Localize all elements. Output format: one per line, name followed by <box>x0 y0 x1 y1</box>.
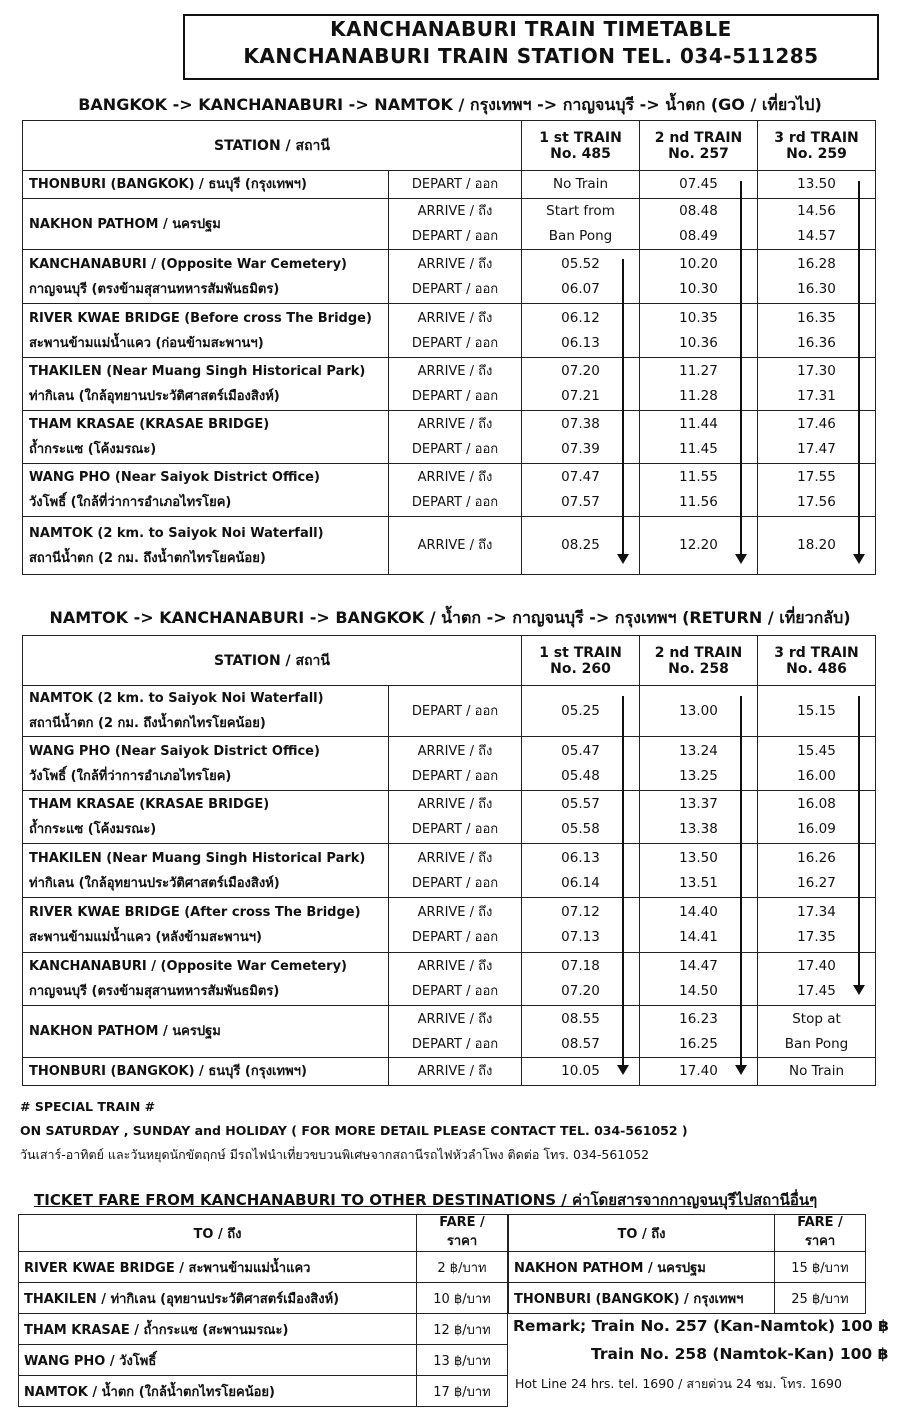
action-label: DEPART / ออก <box>411 930 499 945</box>
timetable-row <box>23 464 876 517</box>
train-order-label: 3 rd TRAIN <box>774 129 859 146</box>
train-column-header <box>758 636 876 686</box>
action-label: DEPART / ออก <box>411 984 499 999</box>
time-value: Start from <box>546 203 615 219</box>
station-name-line: NAKHON PATHOM / นครปฐม <box>29 216 221 232</box>
station-name-line: สถานีน้ำตก (2 กม. ถึงน้ำตกไทรโยคน้อย) <box>29 716 266 731</box>
fare-destination: WANG PHO / วังโพธิ์ <box>19 1345 417 1376</box>
action-label: ARRIVE / ถึง <box>417 470 493 485</box>
station-name <box>23 250 389 304</box>
time-value: 10.05 <box>561 1063 600 1079</box>
arrive-depart-label <box>389 898 522 953</box>
fare-destination: NAKHON PATHOM / นครปฐม <box>509 1252 775 1283</box>
train-time-cell <box>758 1058 876 1086</box>
fare-col-fare: FARE / ราคา <box>417 1215 508 1252</box>
train-column-header <box>640 121 758 171</box>
action-label: ARRIVE / ถึง <box>417 743 493 759</box>
station-name-line: NAKHON PATHOM / นครปฐม <box>29 1024 221 1039</box>
time-value: 07.47 <box>561 469 600 485</box>
timetable-row <box>23 199 876 250</box>
station-name-line: KANCHANABURI / (Opposite War Cemetery) <box>29 959 347 974</box>
action-label: DEPART / ออก <box>411 1036 499 1052</box>
timetable-row <box>23 686 876 737</box>
time-value: 16.35 <box>797 309 836 326</box>
time-value: 06.14 <box>561 874 600 891</box>
direction-arrow-icon <box>858 696 860 987</box>
arrive-depart-label <box>389 1006 522 1058</box>
fare-price: 15 ฿/บาท <box>775 1252 866 1283</box>
fare-header-row <box>509 1215 866 1252</box>
fare-price: 12 ฿/บาท <box>417 1314 508 1345</box>
time-value: 12.20 <box>679 537 718 553</box>
arrive-depart-label <box>389 517 522 575</box>
train-time-cell <box>758 1006 876 1058</box>
station-name-line: วังโพธิ์ (ใกล้ที่ว่าการอำเภอไทรโยค) <box>29 768 232 784</box>
time-value: 10.36 <box>679 334 718 351</box>
time-value: 08.49 <box>679 228 718 244</box>
time-value: 17.40 <box>797 958 836 974</box>
arrive-depart-label <box>389 953 522 1006</box>
fare-row <box>19 1376 508 1407</box>
time-value: 13.50 <box>679 849 718 866</box>
time-value: 17.30 <box>797 363 836 379</box>
direction-arrow-icon <box>622 696 624 1067</box>
time-value: 16.26 <box>797 849 836 866</box>
arrive-depart-label <box>389 199 522 250</box>
station-name <box>23 411 389 464</box>
time-value: 13.25 <box>679 767 718 784</box>
page-title: KANCHANABURI TRAIN TIMETABLE <box>330 17 732 41</box>
station-name <box>23 686 389 737</box>
time-value: 17.31 <box>797 388 836 404</box>
train-order-label: 3 rd TRAIN <box>774 644 859 661</box>
time-value: 14.40 <box>679 904 718 920</box>
station-name-line: ท่ากิเลน (ใกล้อุทยานประวัติศาสตร์เมืองสิงห์) <box>29 389 280 404</box>
remark-train-257: Remark; Train No. 257 (Kan-Namtok) 100 ฿ <box>513 1317 889 1335</box>
fare-destination: RIVER KWAE BRIDGE / สะพานข้ามแม่น้ำแคว <box>19 1252 417 1283</box>
station-name-line: กาญจนบุรี (ตรงข้ามสุสานทหารสัมพันธมิตร) <box>29 281 280 297</box>
arrive-depart-label <box>389 686 522 737</box>
time-value: 10.35 <box>679 309 718 326</box>
train-number-label: No. 486 <box>786 660 847 677</box>
time-value: 17.55 <box>797 469 836 485</box>
station-name-line: THAM KRASAE (KRASAE BRIDGE) <box>29 417 270 432</box>
time-value: 16.08 <box>797 796 836 812</box>
time-value: 08.48 <box>679 203 718 219</box>
go-heading: BANGKOK -> KANCHANABURI -> NAMTOK / กรุงเทพฯ -> กาญจนบุรี -> น้ำตก (GO / เที่ยวไป) <box>78 95 822 114</box>
time-value: 11.28 <box>679 388 718 404</box>
time-value: 14.41 <box>679 929 718 945</box>
train-time-cell <box>522 171 640 199</box>
fare-destination: THAKILEN / ท่ากิเลน (อุทยานประวัติศาสตร์เมืองสิงห์) <box>19 1283 417 1314</box>
arrive-depart-label <box>389 304 522 358</box>
time-value: 08.57 <box>561 1035 600 1052</box>
fare-remarks <box>513 1312 889 1368</box>
action-label: DEPART / ออก <box>411 229 499 244</box>
train-order-label: 1 st TRAIN <box>539 644 622 661</box>
go-timetable <box>22 120 876 575</box>
time-value: Stop at <box>792 1010 841 1027</box>
time-value: 15.15 <box>797 702 836 719</box>
timetable-row <box>23 358 876 411</box>
time-value: 07.38 <box>561 416 600 432</box>
timetable-row <box>23 737 876 791</box>
station-name-line: THAKILEN (Near Muang Singh Historical Park) <box>29 364 366 379</box>
timetable-header-row <box>23 636 876 686</box>
timetable-row <box>23 898 876 953</box>
action-label: DEPART / ออก <box>411 177 499 192</box>
station-name <box>23 1006 389 1058</box>
timetable-row <box>23 844 876 898</box>
action-label: ARRIVE / ถึง <box>417 905 493 920</box>
timetable-row <box>23 411 876 464</box>
time-value: 17.46 <box>797 416 836 432</box>
time-value: 10.30 <box>679 280 718 297</box>
station-name-line: สถานีน้ำตก (2 กม. ถึงน้ำตกไทรโยคน้อย) <box>29 550 266 566</box>
train-order-label: 2 nd TRAIN <box>654 644 743 661</box>
timetable-row <box>23 1058 876 1086</box>
arrive-depart-label <box>389 1058 522 1086</box>
train-column-header <box>522 636 640 686</box>
direction-arrow-icon <box>740 696 742 1067</box>
train-number-label: No. 259 <box>786 145 847 162</box>
fare-row <box>19 1283 508 1314</box>
station-name-line: RIVER KWAE BRIDGE (Before cross The Bridge) <box>29 310 372 326</box>
time-value: 11.56 <box>679 494 718 510</box>
return-heading: NAMTOK -> KANCHANABURI -> BANGKOK / น้ำตก -> กาญจนบุรี -> กรุงเทพฯ (RETURN / เที่ยวกลับ) <box>49 608 851 627</box>
time-value: 14.47 <box>679 958 718 974</box>
fare-table-right <box>508 1214 866 1314</box>
fare-price: 10 ฿/บาท <box>417 1283 508 1314</box>
time-value: 06.07 <box>561 280 600 297</box>
action-label: ARRIVE / ถึง <box>417 204 493 219</box>
station-name-line: WANG PHO (Near Saiyok District Office) <box>29 470 320 485</box>
arrive-depart-label <box>389 411 522 464</box>
arrive-depart-label <box>389 844 522 898</box>
action-label: DEPART / ออก <box>411 335 499 351</box>
fare-col-to: TO / ถึง <box>19 1215 417 1252</box>
special-train-title: # SPECIAL TRAIN # <box>20 1099 156 1114</box>
fare-row <box>19 1314 508 1345</box>
time-value: 16.28 <box>797 255 836 272</box>
action-label: ARRIVE / ถึง <box>417 364 493 379</box>
station-name-line: RIVER KWAE BRIDGE (After cross The Bridge) <box>29 905 361 920</box>
time-value: 06.13 <box>561 849 600 866</box>
fare-row <box>19 1345 508 1376</box>
time-value: 17.47 <box>797 441 836 457</box>
timetable-title-box <box>183 14 879 80</box>
time-value: No Train <box>788 1063 845 1079</box>
time-value: 11.55 <box>679 469 718 485</box>
time-value: 17.45 <box>797 983 836 999</box>
train-column-header <box>758 121 876 171</box>
station-name-line: ท่ากิเลน (ใกล้อุทยานประวัติศาสตร์เมืองสิงห์) <box>29 875 280 891</box>
action-label: ARRIVE / ถึง <box>417 850 493 866</box>
arrive-depart-label <box>389 464 522 517</box>
time-value: 11.45 <box>679 441 718 457</box>
action-label: ARRIVE / ถึง <box>417 417 493 432</box>
action-label: ARRIVE / ถึง <box>417 959 493 974</box>
time-value: 07.12 <box>561 904 600 920</box>
timetable-row <box>23 250 876 304</box>
action-label: DEPART / ออก <box>411 442 499 457</box>
fare-destination: THONBURI (BANGKOK) / กรุงเทพฯ <box>509 1283 775 1314</box>
arrive-depart-label <box>389 171 522 199</box>
timetable-row <box>23 304 876 358</box>
station-name <box>23 737 389 791</box>
arrive-depart-label <box>389 358 522 411</box>
page-subtitle: KANCHANABURI TRAIN STATION TEL. 034-511285 <box>243 44 819 68</box>
station-name <box>23 898 389 953</box>
action-label: ARRIVE / ถึง <box>417 1011 493 1027</box>
timetable-row <box>23 517 876 575</box>
timetable-row <box>23 791 876 844</box>
action-label: ARRIVE / ถึง <box>417 310 493 326</box>
fare-price: 17 ฿/บาท <box>417 1376 508 1407</box>
direction-arrow-icon <box>858 181 860 556</box>
fare-heading: TICKET FARE FROM KANCHANABURI TO OTHER DESTINATIONS / ค่าโดยสารจากกาญจนบุรีไปสถานีอื่นๆ <box>34 1191 818 1209</box>
action-label: DEPART / ออก <box>411 495 499 510</box>
time-value: 17.34 <box>797 904 836 920</box>
time-value: 06.13 <box>561 334 600 351</box>
time-value: 13.00 <box>679 702 718 719</box>
time-value: 07.20 <box>561 363 600 379</box>
train-number-label: No. 260 <box>550 660 611 677</box>
time-value: 08.25 <box>561 537 600 553</box>
action-label: DEPART / ออก <box>411 389 499 404</box>
station-name-line: THAM KRASAE (KRASAE BRIDGE) <box>29 797 270 812</box>
time-value: 18.20 <box>797 537 836 553</box>
time-value: 17.35 <box>797 929 836 945</box>
station-name <box>23 464 389 517</box>
station-name-line: ถ้ำกระแซ (โค้งมรณะ) <box>29 442 157 457</box>
action-label: ARRIVE / ถึง <box>417 1064 493 1079</box>
time-value: 05.25 <box>561 702 600 719</box>
fare-row <box>509 1252 866 1283</box>
time-value: 13.24 <box>679 742 718 759</box>
fare-destination: NAMTOK / น้ำตก (ใกล้น้ำตกไทรโยคน้อย) <box>19 1376 417 1407</box>
time-value: Ban Pong <box>548 228 613 244</box>
time-value: 14.57 <box>797 228 836 244</box>
train-order-label: 1 st TRAIN <box>539 129 622 146</box>
station-name-line: THONBURI (BANGKOK) / ธนบุรี (กรุงเทพฯ) <box>29 1064 307 1079</box>
time-value: 16.36 <box>797 334 836 351</box>
time-value: 16.00 <box>797 767 836 784</box>
time-value: 13.38 <box>679 821 718 837</box>
time-value: 11.27 <box>679 363 718 379</box>
arrive-depart-label <box>389 791 522 844</box>
train-number-label: No. 257 <box>668 145 729 162</box>
train-number-label: No. 258 <box>668 660 729 677</box>
station-name-line: วังโพธิ์ (ใกล้ที่ว่าการอำเภอไทรโยค) <box>29 495 232 510</box>
fare-row <box>19 1252 508 1283</box>
time-value: 05.48 <box>561 767 600 784</box>
station-name-line: สะพานข้ามแม่น้ำแคว (หลังข้ามสะพานฯ) <box>29 930 262 945</box>
remark-train-258: Train No. 258 (Namtok-Kan) 100 ฿ <box>591 1345 889 1363</box>
special-train-note-en: ON SATURDAY , SUNDAY and HOLIDAY ( FOR MORE DETAIL PLEASE CONTACT TEL. 034-561052 ) <box>20 1123 688 1138</box>
fare-col-fare: FARE / ราคา <box>775 1215 866 1252</box>
time-value: 07.20 <box>561 983 600 999</box>
station-name-line: ถ้ำกระแซ (โค้งมรณะ) <box>29 822 157 837</box>
station-name <box>23 304 389 358</box>
time-value: 10.20 <box>679 255 718 272</box>
return-timetable <box>22 635 876 1086</box>
time-value: 13.37 <box>679 796 718 812</box>
time-value: 08.55 <box>561 1010 600 1027</box>
time-value: 14.56 <box>797 203 836 219</box>
timetable-header-row <box>23 121 876 171</box>
station-name-line: KANCHANABURI / (Opposite War Cemetery) <box>29 256 347 272</box>
station-name-line: NAMTOK (2 km. to Saiyok Noi Waterfall) <box>29 525 324 541</box>
time-value: 11.44 <box>679 416 718 432</box>
station-name <box>23 791 389 844</box>
time-value: 07.39 <box>561 441 600 457</box>
station-name <box>23 953 389 1006</box>
time-value: 05.58 <box>561 821 600 837</box>
fare-price: 2 ฿/บาท <box>417 1252 508 1283</box>
train-order-label: 2 nd TRAIN <box>654 129 743 146</box>
time-value: 06.12 <box>561 309 600 326</box>
time-value: 13.50 <box>797 176 836 192</box>
time-value: 16.30 <box>797 280 836 297</box>
station-name <box>23 517 389 575</box>
train-column-header <box>522 121 640 171</box>
timetable-row <box>23 953 876 1006</box>
action-label: DEPART / ออก <box>411 281 499 297</box>
station-name-line: NAMTOK (2 km. to Saiyok Noi Waterfall) <box>29 691 324 706</box>
fare-table-left <box>18 1214 508 1407</box>
time-value: 07.45 <box>679 176 718 192</box>
special-train-note-th: วันเสาร์-อาทิตย์ และวันหยุดนักขัตฤกษ์ มีรถไฟนำเที่ยวขบวนพิเศษจากสถานีรถไฟหัวลำโพง ติดต่อ โทร. 034-561052 <box>20 1147 650 1162</box>
timetable-row <box>23 1006 876 1058</box>
action-label: ARRIVE / ถึง <box>417 538 493 553</box>
time-value: 15.45 <box>797 742 836 759</box>
time-value: 16.23 <box>679 1010 718 1027</box>
station-name-line: สะพานข้ามแม่น้ำแคว (ก่อนข้ามสะพานฯ) <box>29 335 264 351</box>
time-value: 17.40 <box>679 1063 718 1079</box>
station-name-line: กาญจนบุรี (ตรงข้ามสุสานทหารสัมพันธมิตร) <box>29 984 280 999</box>
time-value: 13.51 <box>679 874 718 891</box>
time-value: 16.25 <box>679 1035 718 1052</box>
time-value: 05.57 <box>561 796 600 812</box>
arrive-depart-label <box>389 737 522 791</box>
time-value: 05.52 <box>561 255 600 272</box>
time-value: 07.57 <box>561 494 600 510</box>
action-label: DEPART / ออก <box>411 703 499 719</box>
fare-destination: THAM KRASAE / ถ้ำกระแซ (สะพานมรณะ) <box>19 1314 417 1345</box>
station-name <box>23 1058 389 1086</box>
train-number-label: No. 485 <box>550 145 611 162</box>
station-name <box>23 199 389 250</box>
hotline-text: Hot Line 24 hrs. tel. 1690 / สายด่วน 24 ชม. โทร. 1690 <box>515 1376 842 1391</box>
action-label: ARRIVE / ถึง <box>417 797 493 812</box>
action-label: DEPART / ออก <box>411 822 499 837</box>
fare-price: 25 ฿/บาท <box>775 1283 866 1314</box>
time-value: 17.56 <box>797 494 836 510</box>
time-value: 16.27 <box>797 874 836 891</box>
direction-arrow-icon <box>622 259 624 556</box>
time-value: 07.13 <box>561 929 600 945</box>
time-value: Ban Pong <box>784 1035 849 1052</box>
station-name <box>23 844 389 898</box>
station-name <box>23 171 389 199</box>
arrive-depart-label <box>389 250 522 304</box>
timetable-row <box>23 171 876 199</box>
train-column-header <box>640 636 758 686</box>
fare-row <box>509 1283 866 1314</box>
action-label: ARRIVE / ถึง <box>417 256 493 272</box>
fare-header-row <box>19 1215 508 1252</box>
station-name-line: WANG PHO (Near Saiyok District Office) <box>29 743 320 759</box>
action-label: DEPART / ออก <box>411 768 499 784</box>
fare-col-to: TO / ถึง <box>509 1215 775 1252</box>
fare-price: 13 ฿/บาท <box>417 1345 508 1376</box>
station-column-header: STATION / สถานี <box>23 636 522 686</box>
station-name <box>23 358 389 411</box>
time-value: 07.21 <box>561 388 600 404</box>
special-train-notes <box>20 1095 688 1167</box>
action-label: DEPART / ออก <box>411 875 499 891</box>
station-column-header: STATION / สถานี <box>23 121 522 171</box>
time-value: 07.18 <box>561 958 600 974</box>
train-time-cell <box>522 199 640 250</box>
time-value: No Train <box>552 176 609 192</box>
time-value: 16.09 <box>797 821 836 837</box>
time-value: 05.47 <box>561 742 600 759</box>
station-name-line: THONBURI (BANGKOK) / ธนบุรี (กรุงเทพฯ) <box>29 177 307 192</box>
station-name-line: THAKILEN (Near Muang Singh Historical Park) <box>29 850 366 866</box>
time-value: 14.50 <box>679 983 718 999</box>
direction-arrow-icon <box>740 181 742 556</box>
